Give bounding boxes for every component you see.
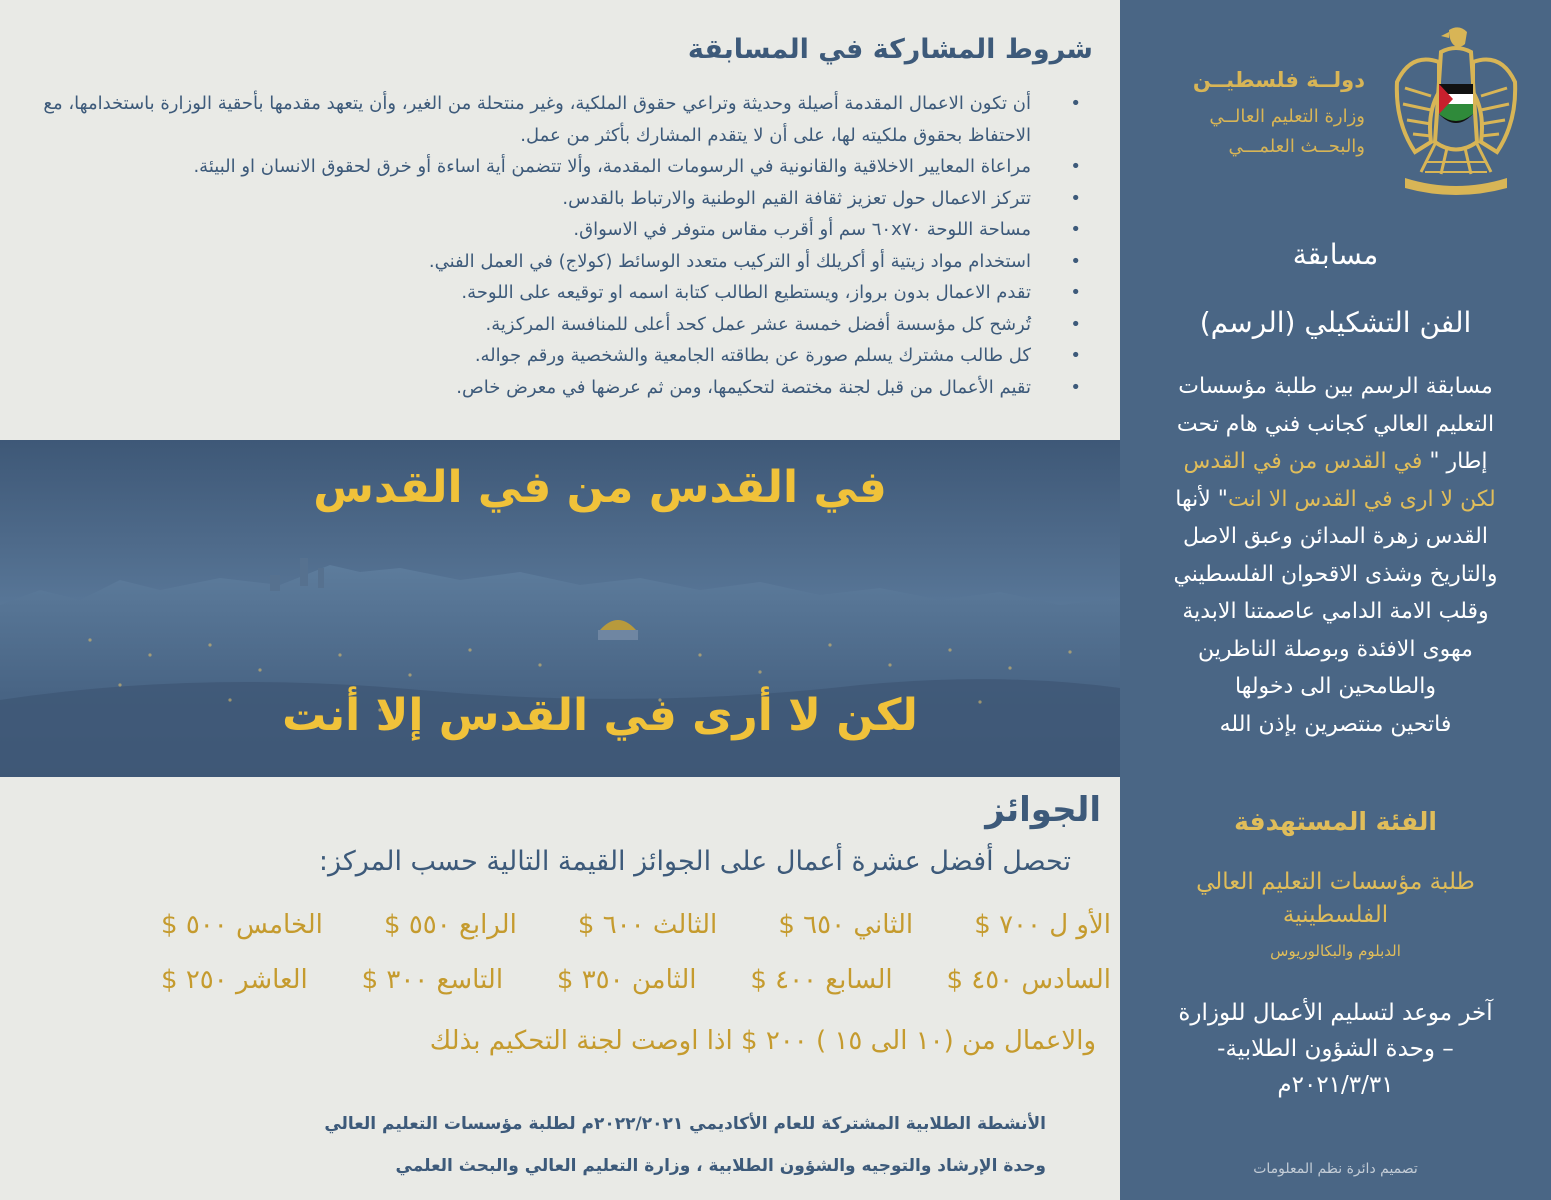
condition-item: • مراعاة المعايير الاخلاقية والقانونية في الرسومات المقدمة، وألا تتضمن أية اساءة أو خرق لحقوق الانسان او البيئة.: [21, 151, 1081, 183]
deadline-date: ٢٠٢١/٣/٣١م: [1277, 1072, 1394, 1098]
desc-line: والتاريخ وشذى الاقحوان الفلسطيني: [1173, 561, 1498, 587]
desc-highlight: لكن لا ارى في القدس الا انت: [1227, 486, 1496, 512]
prize-item: العاشر ٢٥٠ $: [161, 965, 308, 995]
desc-highlight: في القدس من في القدس: [1183, 449, 1430, 474]
deadline-line: – وحدة الشؤون الطلابية-: [1217, 1036, 1454, 1062]
deadline: [1120, 995, 1551, 1103]
ministry-name: [1165, 68, 1365, 162]
desc-text: " لأنها: [1175, 486, 1228, 512]
banner-line-2: لكن لا أرى في القدس إلا أنت: [282, 690, 918, 741]
designer-credit: تصميم دائرة نظم المعلومات: [1253, 1161, 1418, 1177]
prize-item: الأو ل ٧٠٠ $: [974, 910, 1111, 940]
ministry-line-2: وزارة التعليم العالــي: [1209, 106, 1365, 127]
desc-line: مسابقة الرسم بين طلبة مؤسسات: [1178, 374, 1493, 399]
prize-item: الثالث ٦٠٠ $: [577, 910, 718, 940]
footer-line-2: وحدة الإرشاد والتوجيه والشؤون الطلابية ، وزارة التعليم العالي والبحث العلمي: [395, 1156, 1046, 1176]
banner-line-1: في القدس من في القدس: [313, 462, 887, 513]
prize-item: الثامن ٣٥٠ $: [556, 965, 697, 995]
prize-item: الرابع ٥٥٠ $: [384, 910, 517, 940]
condition-item: • تقدم الاعمال بدون برواز، ويستطيع الطالب كتابة اسمه او توقيعه على اللوحة.: [21, 277, 1081, 309]
footer-line-1: الأنشطة الطلابية المشتركة للعام الأكاديمي ٢٠٢٢/٢٠٢١م لطلبة مؤسسات التعليم العالي: [324, 1114, 1046, 1134]
desc-line: فاتحين منتصرين بإذن الله: [1219, 711, 1452, 737]
condition-item: • كل طالب مشترك يسلم صورة عن بطاقته الجامعية والشخصية ورقم جواله.: [21, 340, 1081, 372]
desc-line: والطامحين الى دخولها: [1234, 674, 1436, 699]
conditions-title: شروط المشاركة في المسابقة: [687, 34, 1093, 65]
competition-description: [1120, 368, 1551, 743]
prize-item: التاسع ٣٠٠ $: [361, 965, 504, 995]
desc-text: إطار ": [1429, 449, 1488, 474]
ministry-line-3: والبحــث العلمـــي: [1228, 136, 1365, 157]
prize-item: السادس ٤٥٠ $: [946, 965, 1111, 995]
condition-item: • تُرشح كل مؤسسة أفضل خمسة عشر عمل كحد أعلى للمنافسة المركزية.: [21, 309, 1081, 341]
prizes-intro: تحصل أفضل عشرة أعمال على الجوائز القيمة التالية حسب المركز:: [318, 846, 1071, 877]
sidebar: [1120, 0, 1551, 1200]
competition-field: الفن التشكيلي (الرسم): [1199, 306, 1472, 339]
condition-item: • تقيم الأعمال من قبل لجنة مختصة لتحكيمها، ومن ثم عرضها في معرض خاص.: [21, 372, 1081, 404]
prizes-title: الجوائز: [985, 790, 1101, 830]
competition-heading: مسابقة: [1292, 238, 1379, 271]
prize-row-1: [161, 910, 1111, 940]
desc-line: التعليم العالي كجانب فني هام تحت: [1176, 411, 1495, 437]
prize-item: الثاني ٦٥٠ $: [778, 910, 914, 940]
condition-item: • أن تكون الاعمال المقدمة أصيلة وحديثة وتراعي حقوق الملكية، وغير منتحلة من الغير، وأن يتعهد مقدمها بأحقية الوزارة باستخدامها، مع الاحتفاظ بحقوق ملكيته لها، على أن لا يتقدم المشارك بأكثر من عمل.: [21, 88, 1081, 151]
deadline-line: آخر موعد لتسليم الأعمال للوزارة: [1178, 1000, 1493, 1026]
palestine-eagle-emblem-icon: [1391, 22, 1521, 197]
jerusalem-banner: [0, 440, 1120, 777]
conditions-list: [21, 88, 1111, 403]
state-name: دولــة فلسطيــن: [1192, 68, 1365, 92]
desc-line: القدس زهرة المدائن وعبق الاصل: [1182, 524, 1488, 549]
desc-line: [1120, 443, 1551, 481]
prizes-note: والاعمال من (١٠ الى ١٥ ) ٢٠٠ $ اذا اوصت لجنة التحكيم بذلك: [429, 1026, 1096, 1056]
target-group-subtitle: الدبلوم والبكالوريوس: [1270, 942, 1401, 960]
prize-row-2: [161, 965, 1111, 995]
condition-item: • تتركز الاعمال حول تعزيز ثقافة القيم الوطنية والارتباط بالقدس.: [21, 183, 1081, 215]
target-group-text: [1120, 866, 1551, 932]
condition-item: • مساحة اللوحة ٦٠x٧٠ سم أو أقرب مقاس متوفر في الاسواق.: [21, 214, 1081, 246]
condition-item: • استخدام مواد زيتية أو أكريلك أو التركيب متعدد الوسائط (كولاج) في العمل الفني.: [21, 246, 1081, 278]
target-group-title: الفئة المستهدفة: [1234, 807, 1437, 836]
desc-line: مهوى الافئدة وبوصلة الناظرين: [1198, 636, 1473, 662]
target-line: الفلسطينية: [1282, 902, 1389, 928]
desc-line: [1120, 481, 1551, 519]
prize-item: الخامس ٥٠٠ $: [161, 910, 323, 940]
desc-line: وقلب الامة الدامي عاصمتنا الابدية: [1182, 599, 1489, 624]
target-line: طلبة مؤسسات التعليم العالي: [1196, 869, 1475, 895]
prize-item: السابع ٤٠٠ $: [750, 965, 893, 995]
